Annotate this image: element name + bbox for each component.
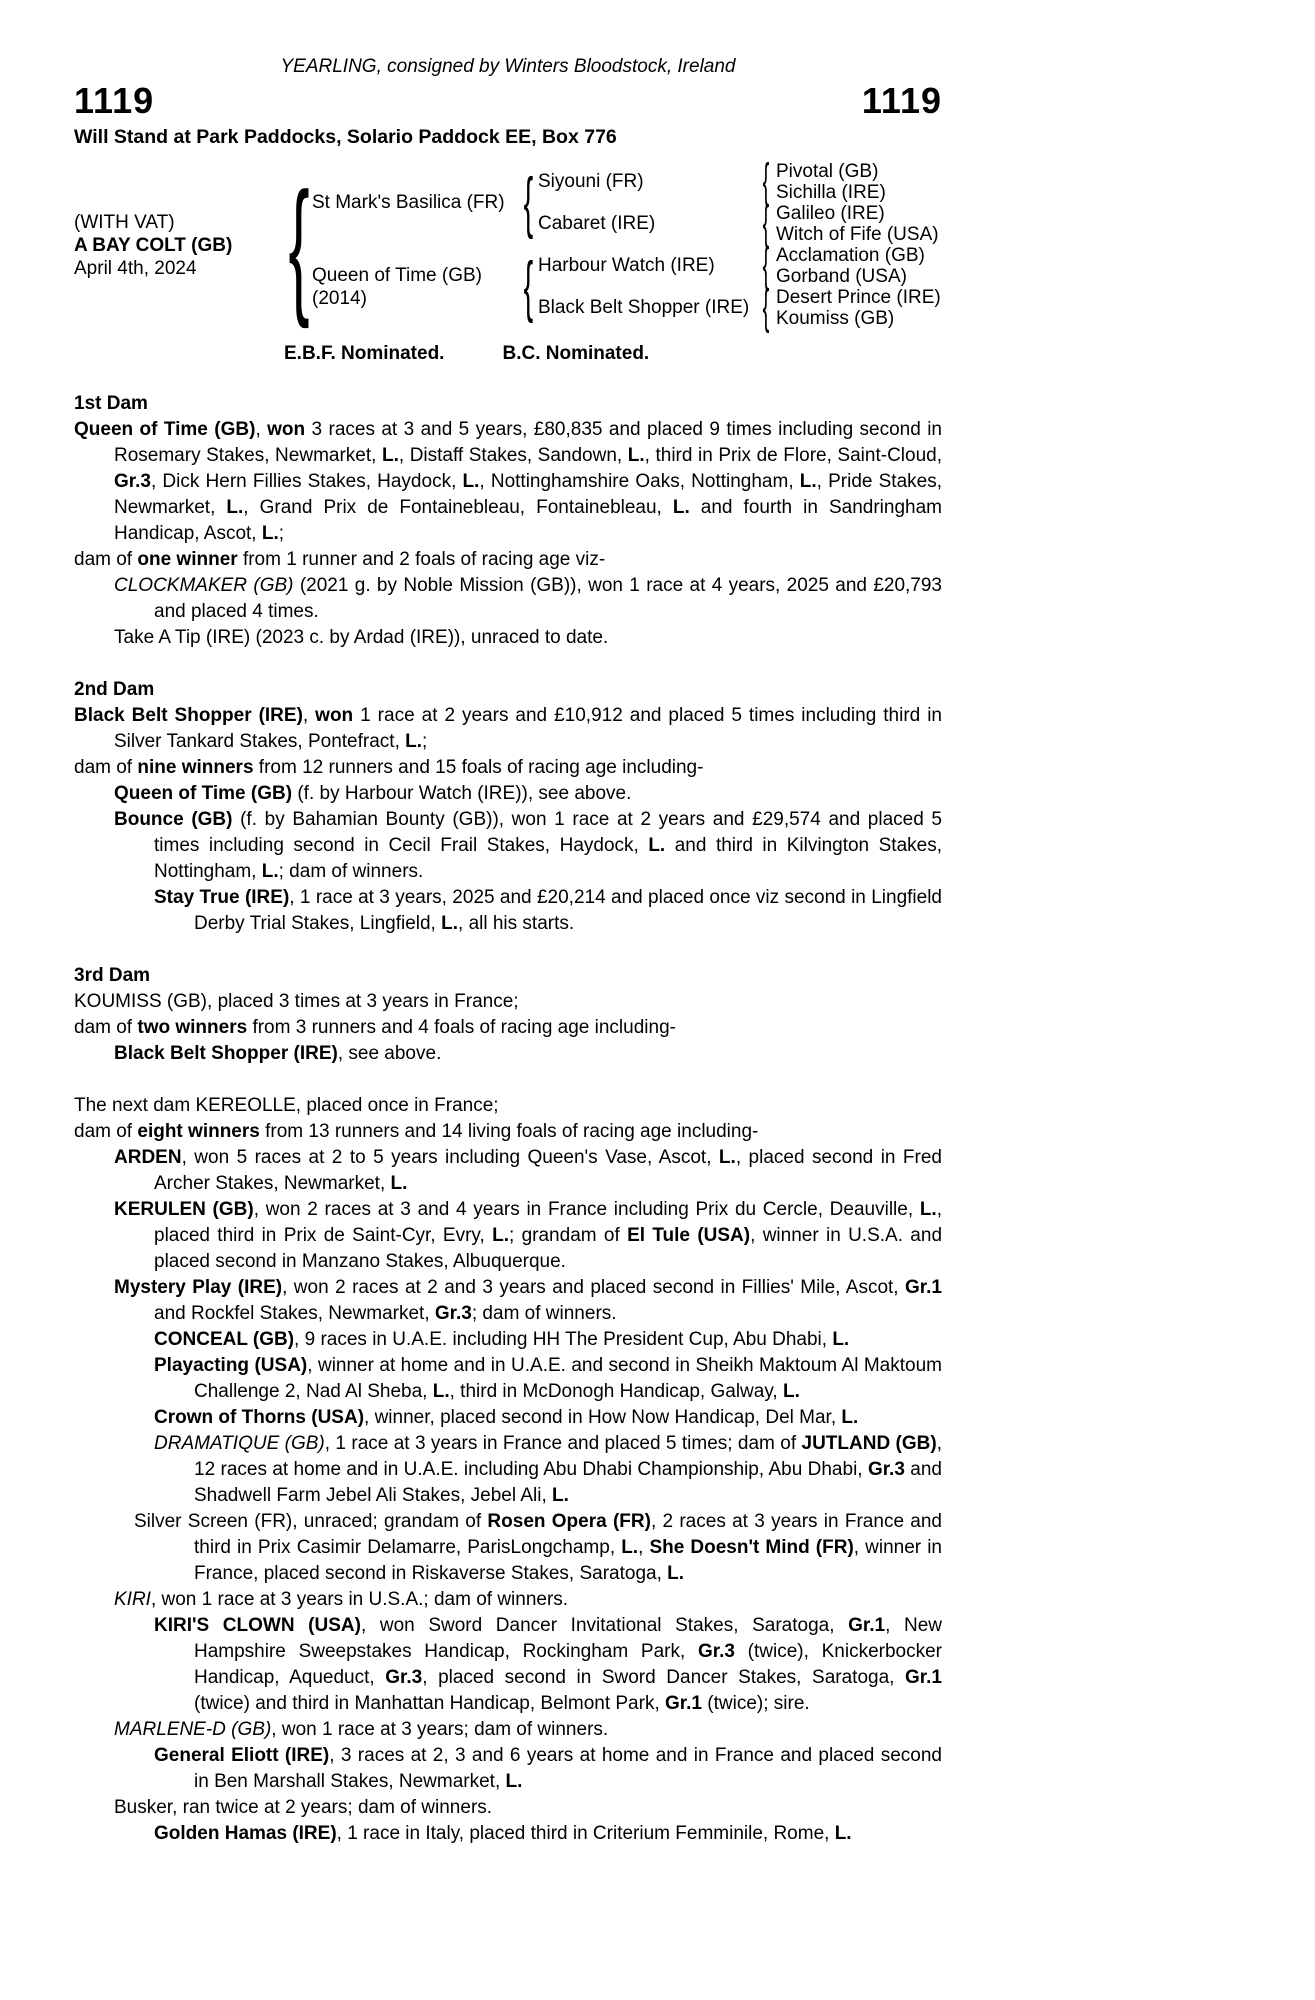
text-segment: , see above. bbox=[337, 1043, 442, 1064]
text-segment: , won 5 races at 2 to 5 years including Queen's Vase, Ascot, bbox=[181, 1147, 719, 1168]
text-segment: (twice) and third in Manhattan Handicap, Belmont Park, bbox=[194, 1693, 666, 1714]
text-segment: ; bbox=[278, 523, 285, 544]
pedigree-paragraph bbox=[74, 1197, 942, 1275]
text-segment: , winner in France, placed second in Riskaverse Stakes, Saratoga, bbox=[194, 1537, 942, 1584]
text-segment: JUTLAND (GB) bbox=[801, 1433, 937, 1454]
pedigree-paragraph bbox=[74, 1145, 942, 1197]
text-segment: two winners bbox=[137, 1017, 248, 1038]
text-segment: Rosen Opera (FR) bbox=[487, 1511, 651, 1532]
text-segment: Gr.3 bbox=[867, 1459, 905, 1480]
text-segment: L. bbox=[832, 1329, 850, 1350]
pedigree-paragraph bbox=[74, 1587, 942, 1613]
text-segment: Silver Screen (FR), unraced; grandam of bbox=[134, 1511, 488, 1532]
text-segment: Queen of Time (GB) bbox=[74, 419, 256, 440]
text-segment: El Tule (USA) bbox=[627, 1225, 751, 1246]
text-segment: from 12 runners and 15 foals of racing age including- bbox=[253, 757, 704, 778]
text-segment: KIRI'S CLOWN (USA) bbox=[154, 1615, 361, 1636]
text-segment: KERULEN (GB) bbox=[114, 1199, 254, 1220]
horse-description: A BAY COLT (GB) bbox=[74, 234, 233, 256]
text-segment: L. bbox=[718, 1147, 736, 1168]
text-segment: (f. by Harbour Watch (IRE)), see above. bbox=[292, 783, 632, 804]
text-segment: and Rockfel Stakes, Newmarket, bbox=[154, 1303, 435, 1324]
text-segment: L. bbox=[799, 471, 817, 492]
text-segment: L. bbox=[621, 1537, 639, 1558]
text-segment: , bbox=[302, 705, 316, 726]
gen2-sire-sire: Siyouni (FR) bbox=[538, 171, 644, 192]
text-segment: L. bbox=[441, 913, 459, 934]
lot-number-left: 1119 bbox=[74, 80, 155, 121]
text-segment: Take A Tip (IRE) (2023 c. by Ardad (IRE)), unraced to date. bbox=[114, 627, 609, 648]
text-segment: L. bbox=[405, 731, 423, 752]
pedigree-section bbox=[74, 963, 942, 1067]
text-segment: General Eliott (IRE) bbox=[154, 1745, 330, 1766]
pedigree-paragraph bbox=[74, 1353, 942, 1405]
text-segment: L. bbox=[841, 1407, 859, 1428]
text-segment: , 3 races at 2, 3 and 6 years at home and in France and placed second in Ben Marshall Stakes, Newmarket, bbox=[194, 1745, 942, 1792]
text-segment: ; bbox=[422, 731, 428, 752]
text-segment: , won 2 races at 3 and 4 years in France including Prix du Cercle, Deauville, bbox=[253, 1199, 920, 1220]
pedigree-paragraph bbox=[74, 573, 942, 625]
text-segment: ARDEN bbox=[114, 1147, 182, 1168]
text-segment: dam of bbox=[74, 757, 138, 778]
pedigree-paragraph bbox=[74, 1431, 942, 1509]
pedigree-paragraph bbox=[74, 755, 942, 781]
brace-icon: { bbox=[523, 164, 533, 241]
text-segment: Gr.1 bbox=[905, 1277, 942, 1298]
text-segment: , 9 races in U.A.E. including HH The President Cup, Abu Dhabi, bbox=[294, 1329, 833, 1350]
text-segment: , placed second in Sword Dancer Stakes, Saratoga, bbox=[422, 1667, 906, 1688]
text-segment: , Nottinghamshire Oaks, Nottingham, bbox=[479, 471, 800, 492]
brace-icon: { bbox=[762, 281, 770, 335]
text-segment: (twice), Knickerbocker Handicap, Aqueduct, bbox=[194, 1641, 942, 1688]
text-segment: , placed third in Prix de Saint-Cyr, Evry, bbox=[154, 1199, 942, 1246]
pedigree-paragraph bbox=[74, 1093, 942, 1119]
horse-foaling-date: April 4th, 2024 bbox=[74, 257, 197, 279]
gen2-dam-dam: Black Belt Shopper (IRE) bbox=[538, 297, 750, 318]
dam-name: Queen of Time (GB) bbox=[312, 265, 483, 286]
pedigree-paragraph bbox=[74, 1275, 942, 1327]
section-heading: 2nd Dam bbox=[74, 679, 155, 700]
text-segment: Gr.3 bbox=[434, 1303, 472, 1324]
text-segment: L. bbox=[432, 1381, 450, 1402]
text-segment: one winner bbox=[137, 549, 238, 570]
text-segment: Crown of Thorns (USA) bbox=[154, 1407, 365, 1428]
text-segment: , won 1 race at 3 years in U.S.A.; dam of winners. bbox=[150, 1589, 569, 1610]
text-segment: L. bbox=[552, 1485, 569, 1506]
text-segment: and fourth in Sandringham Handicap, Ascot, bbox=[114, 497, 943, 544]
text-segment: KOUMISS (GB), placed 3 times at 3 years in France; bbox=[74, 991, 519, 1012]
nominations-row bbox=[74, 343, 942, 365]
text-segment: , winner, placed second in How Now Handicap, Del Mar, bbox=[364, 1407, 842, 1428]
text-segment: Mystery Play (IRE) bbox=[114, 1277, 283, 1298]
text-segment: Stay True (IRE) bbox=[154, 887, 290, 908]
text-segment: (twice); sire. bbox=[702, 1693, 810, 1714]
text-segment: , New Hampshire Sweepstakes Handicap, Rockingham Park, bbox=[194, 1615, 943, 1662]
gen3-name: Koumiss (GB) bbox=[776, 307, 895, 329]
text-segment: , third in McDonogh Handicap, Galway, bbox=[449, 1381, 783, 1402]
gen3-name: Gorband (USA) bbox=[776, 265, 907, 287]
pedigree-paragraph bbox=[74, 1041, 942, 1067]
catalog-page bbox=[74, 0, 942, 1847]
pedigree-paragraph bbox=[74, 885, 942, 937]
text-segment: L. bbox=[783, 1381, 800, 1402]
text-segment: , won Sword Dancer Invitational Stakes, Saratoga, bbox=[360, 1615, 849, 1636]
text-segment: dam of bbox=[74, 549, 138, 570]
text-segment: Black Belt Shopper (IRE) bbox=[114, 1043, 338, 1064]
text-segment: L. bbox=[505, 1771, 523, 1792]
pedigree-section bbox=[74, 1093, 942, 1847]
pedigree-paragraph bbox=[74, 1717, 942, 1743]
pedigree-paragraph bbox=[74, 807, 942, 885]
pedigree-paragraph bbox=[74, 1743, 942, 1795]
brace-icon: { bbox=[523, 248, 533, 325]
text-segment: won bbox=[267, 419, 306, 440]
pedigree-table bbox=[74, 155, 942, 335]
gen2-dam-sire: Harbour Watch (IRE) bbox=[538, 255, 715, 276]
text-segment: ; grandam of bbox=[509, 1225, 628, 1246]
text-segment: Gr.1 bbox=[665, 1693, 702, 1714]
text-segment: CONCEAL (GB) bbox=[154, 1329, 295, 1350]
text-segment: ; dam of winners. bbox=[278, 861, 424, 882]
text-segment: Black Belt Shopper (IRE) bbox=[74, 705, 303, 726]
horse-details bbox=[74, 161, 286, 329]
text-segment: L. bbox=[492, 1225, 509, 1246]
text-segment: Busker, ran twice at 2 years; dam of winners. bbox=[114, 1797, 493, 1818]
text-segment: (2021 g. by Noble Mission (GB)), won 1 race at 4 years, 2025 and £20,793 and placed 4 times. bbox=[154, 575, 942, 622]
pedigree-paragraph bbox=[74, 547, 942, 573]
text-segment: , 1 race at 3 years in France and placed 5 times; dam of bbox=[324, 1433, 802, 1454]
text-segment: KIRI bbox=[114, 1589, 151, 1610]
stand-location-line: Will Stand at Park Paddocks, Solario Paddock EE, Box 776 bbox=[74, 126, 617, 148]
text-segment: She Doesn't Mind (FR) bbox=[649, 1537, 854, 1558]
lot-number-right: 1119 bbox=[861, 80, 942, 121]
text-segment: , bbox=[255, 419, 268, 440]
brace-icon: { bbox=[288, 160, 310, 329]
gen3-name: Pivotal (GB) bbox=[776, 160, 879, 182]
text-segment: , placed second in Fred Archer Stakes, Newmarket, bbox=[154, 1147, 942, 1194]
text-segment: , Distaff Stakes, Sandown, bbox=[398, 445, 628, 466]
text-segment: The next dam KEREOLLE, placed once in France; bbox=[74, 1095, 499, 1116]
text-segment: L. bbox=[627, 445, 645, 466]
text-segment: , winner in U.S.A. and placed second in Manzano Stakes, Albuquerque. bbox=[154, 1225, 943, 1272]
pedigree-paragraph bbox=[74, 1119, 942, 1145]
text-segment: L. bbox=[648, 835, 666, 856]
gen3-name: Witch of Fife (USA) bbox=[776, 223, 939, 245]
text-segment: , won 2 races at 2 and 3 years and placed second in Fillies' Mile, Ascot, bbox=[282, 1277, 906, 1298]
pedigree-paragraph bbox=[74, 1613, 942, 1717]
text-segment: , won 1 race at 3 years; dam of winners. bbox=[271, 1719, 609, 1740]
pedigree-section bbox=[74, 391, 942, 651]
text-segment: , third in Prix de Flore, Saint-Cloud, bbox=[644, 445, 942, 466]
text-segment: L. bbox=[226, 497, 244, 518]
pedigree-paragraph bbox=[74, 1405, 942, 1431]
text-segment: eight winners bbox=[137, 1121, 260, 1142]
bc-nomination: B.C. Nominated. bbox=[502, 343, 650, 364]
consignor-line: YEARLING, consigned by Winters Bloodstock, Ireland bbox=[280, 56, 736, 77]
text-segment: won bbox=[315, 705, 354, 726]
pedigree-paragraph bbox=[74, 1509, 942, 1587]
text-segment: Gr.3 bbox=[385, 1667, 423, 1688]
text-segment: and Shadwell Farm Jebel Ali Stakes, Jebel Ali, bbox=[194, 1459, 942, 1506]
text-segment: from 1 runner and 2 foals of racing age viz- bbox=[237, 549, 606, 570]
gen3-name: Sichilla (IRE) bbox=[776, 181, 886, 203]
text-segment: DRAMATIQUE (GB) bbox=[154, 1433, 325, 1454]
text-segment: dam of bbox=[74, 1121, 138, 1142]
text-segment: (f. by Bahamian Bounty (GB)), won 1 race at 2 years and £29,574 and placed 5 times including second in Cecil Frail Stakes, Haydock, bbox=[154, 809, 942, 856]
text-segment: from 3 runners and 4 foals of racing age including- bbox=[247, 1017, 676, 1038]
text-segment: L. bbox=[261, 861, 279, 882]
vat-note: (WITH VAT) bbox=[74, 211, 175, 233]
text-segment: L. bbox=[919, 1199, 937, 1220]
text-segment: L. bbox=[261, 523, 279, 544]
text-segment: ; dam of winners. bbox=[471, 1303, 617, 1324]
brace-dam-parents bbox=[518, 245, 538, 329]
gen3-name: Desert Prince (IRE) bbox=[776, 286, 941, 308]
text-segment: from 13 runners and 14 living foals of racing age including- bbox=[259, 1121, 759, 1142]
brace-icon: { bbox=[762, 197, 770, 251]
pedigree-paragraph bbox=[74, 1327, 942, 1353]
brace-icon: { bbox=[762, 155, 770, 209]
text-segment: L. bbox=[667, 1563, 685, 1584]
sire-name: St Mark's Basilica (FR) bbox=[312, 192, 505, 213]
text-segment: Bounce (GB) bbox=[114, 809, 233, 830]
ebf-nomination: E.B.F. Nominated. bbox=[284, 343, 445, 364]
pedigree-paragraph bbox=[74, 703, 942, 755]
text-segment: , 1 race at 3 years, 2025 and £20,214 and placed once viz second in Lingfield Derby Trial Stakes, Lingfield, bbox=[194, 887, 942, 934]
dam-year: (2014) bbox=[312, 288, 367, 309]
text-segment: L. bbox=[672, 497, 690, 518]
pedigree-paragraph bbox=[74, 781, 942, 807]
text-segment: , winner at home and in U.A.E. and second in Sheikh Maktoum Al Maktoum Challenge 2, Nad Al Sheba, bbox=[194, 1355, 942, 1402]
gen2-sire-dam: Cabaret (IRE) bbox=[538, 213, 656, 234]
text-segment: , all his starts. bbox=[458, 913, 575, 934]
brace-icon: { bbox=[762, 239, 770, 293]
text-segment: L. bbox=[381, 445, 399, 466]
text-segment: Golden Hamas (IRE) bbox=[154, 1823, 337, 1844]
pedigree-paragraph bbox=[74, 625, 942, 651]
text-segment: , Dick Hern Fillies Stakes, Haydock, bbox=[150, 471, 463, 492]
brace-sire-parents bbox=[518, 161, 538, 245]
text-segment: , 12 races at home and in U.A.E. including Abu Dhabi Championship, Abu Dhabi, bbox=[194, 1433, 942, 1480]
lot-number-row bbox=[74, 80, 942, 122]
pedigree-section bbox=[74, 677, 942, 937]
text-segment: L. bbox=[462, 471, 480, 492]
text-segment: 1 race at 2 years and £10,912 and placed 5 times including third in Silver Tankard Stakes, Pontefract, bbox=[114, 705, 942, 752]
text-segment: , 2 races at 3 years in France and third in Prix Casimir Delamarre, ParisLongchamp, bbox=[194, 1511, 942, 1558]
text-segment: CLOCKMAKER (GB) bbox=[114, 575, 294, 596]
text-segment: , Pride Stakes, Newmarket, bbox=[114, 471, 942, 518]
pedigree-paragraph bbox=[74, 989, 942, 1015]
gen3-name: Galileo (IRE) bbox=[776, 202, 885, 224]
text-segment: Gr.3 bbox=[114, 471, 151, 492]
text-segment: and third in Kilvington Stakes, Nottingham, bbox=[154, 835, 942, 882]
text-segment: nine winners bbox=[137, 757, 254, 778]
text-segment: Gr.1 bbox=[848, 1615, 886, 1636]
section-heading: 3rd Dam bbox=[74, 965, 151, 986]
text-segment: Playacting (USA) bbox=[154, 1355, 308, 1376]
dam-name-block bbox=[312, 245, 518, 329]
pedigree-paragraph bbox=[74, 417, 942, 547]
catalog-text bbox=[74, 391, 942, 1847]
text-segment: 3 races at 3 and 5 years, £80,835 and placed 9 times including second in Rosemary Stakes, Newmarket, bbox=[114, 419, 943, 466]
pedigree-paragraph bbox=[74, 1795, 942, 1821]
pedigree-paragraph bbox=[74, 1821, 942, 1847]
text-segment: Gr.1 bbox=[905, 1667, 942, 1688]
section-heading: 1st Dam bbox=[74, 393, 148, 414]
gen3-name: Acclamation (GB) bbox=[776, 244, 925, 266]
text-segment: , 1 race in Italy, placed third in Criterium Femminile, Rome, bbox=[336, 1823, 835, 1844]
text-segment: L. bbox=[834, 1823, 852, 1844]
text-segment: , Grand Prix de Fontainebleau, Fontainebleau, bbox=[243, 497, 673, 518]
text-segment: dam of bbox=[74, 1017, 138, 1038]
brace-sire-dam bbox=[286, 161, 312, 329]
text-segment: L. bbox=[390, 1173, 408, 1194]
brace-gen3-4 bbox=[756, 281, 776, 335]
text-segment: Queen of Time (GB) bbox=[114, 783, 293, 804]
text-segment: , bbox=[638, 1537, 650, 1558]
text-segment: Gr.3 bbox=[697, 1641, 735, 1662]
text-segment: MARLENE-D (GB) bbox=[114, 1719, 272, 1740]
pedigree-paragraph bbox=[74, 1015, 942, 1041]
